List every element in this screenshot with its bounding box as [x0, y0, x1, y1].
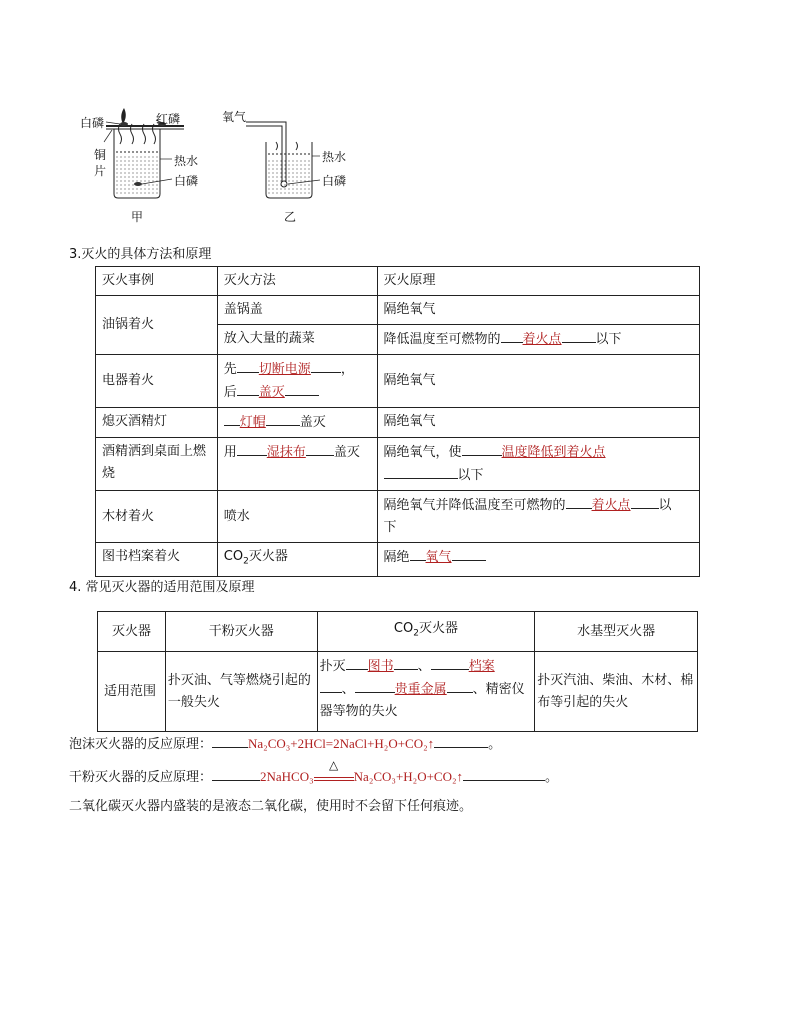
case-electric: 电器着火	[96, 355, 218, 408]
answer-books: 图书	[367, 659, 394, 674]
label-oxygen: 氧气	[222, 110, 247, 124]
label-white-phosphorus-jia: 白磷	[80, 116, 105, 130]
dry-equation-line: 干粉灭火器的反应原理： 2NaHCO₃ △ Na₂CO₃+H₂O+CO₂↑ 。	[69, 758, 559, 785]
caption-jia: 甲	[131, 210, 144, 224]
answer-ignition-point: 着火点	[522, 332, 562, 347]
case-alcohol-spill: 酒精洒到桌面上燃烧	[96, 438, 218, 491]
label-hot-water-jia: 热水	[174, 154, 199, 168]
table-extinguish-methods	[95, 266, 700, 577]
principle-lamp: 隔绝氧气	[377, 408, 699, 438]
dry-reactant: 2NaHCO₃	[260, 769, 314, 784]
answer-precious-metals: 贵重金属	[394, 682, 447, 697]
header-water-based: 水基型灭火器	[535, 612, 698, 652]
table-row	[98, 652, 698, 732]
header-dry-powder: 干粉灭火器	[165, 612, 317, 652]
heat-condition	[314, 758, 354, 781]
answer-wet-cloth: 湿抹布	[266, 445, 306, 460]
co2-note: 二氧化碳灭火器内盛装的是液态二氧化碳，使用时不会留下任何痕迹。	[69, 799, 473, 814]
case-alcohol-lamp: 熄灭酒精灯	[96, 408, 218, 438]
header-extinguisher: 灭火器	[98, 612, 166, 652]
principle-wood: 隔绝氧气并降低温度至可燃物的 着火点 以 下	[377, 491, 699, 543]
answer-lamp-cap: 灯帽	[239, 415, 266, 430]
table-extinguishers	[97, 611, 698, 732]
table-row	[96, 355, 700, 408]
label-white-phosphorus-yi: 白磷	[322, 174, 347, 188]
method-spray-water: 喷水	[217, 491, 377, 543]
scope-co2: 扑灭 图书 、 档案 、 贵重金属 、精密仪器等物的失火	[317, 652, 535, 732]
table-row	[96, 408, 700, 438]
method-add-vegetables: 放入大量的蔬菜	[217, 325, 377, 355]
principle-isolate-oxygen: 隔绝氧气	[377, 296, 699, 325]
answer-oxygen: 氧气	[425, 550, 452, 565]
answer-cut-power: 切断电源	[258, 362, 311, 377]
foam-label: 泡沫灭火器的反应原理：	[69, 737, 213, 752]
flame-icon	[121, 108, 126, 124]
table-header-row	[98, 612, 698, 652]
answer-cover-out: 盖灭	[258, 385, 285, 400]
case-books: 图书档案着火	[96, 543, 218, 577]
header-co2: $CO_2$灭火器	[317, 612, 535, 652]
principle-lower-temp: 降低温度至可燃物的 着火点 以下	[377, 325, 699, 355]
header-principle: 灭火原理	[377, 267, 699, 296]
answer-temp-below-ignition: 温度降低到着火点	[501, 445, 606, 460]
principle-books: 隔绝 氧气	[377, 543, 699, 577]
experiment-figure	[76, 104, 376, 226]
label-hot-water-yi: 热水	[322, 150, 347, 164]
foam-equation: Na₂CO₃+2HCl=2NaCl+H₂O+CO₂↑	[248, 736, 435, 751]
method-lamp-cap: 灯帽 盖灭	[217, 408, 377, 438]
table-header-row	[96, 267, 700, 296]
foam-equation-line: 泡沫灭火器的反应原理： Na₂CO₃+2HCl=2NaCl+H₂O+CO₂↑ 。	[69, 733, 501, 752]
header-case: 灭火事例	[96, 267, 218, 296]
row-label-scope: 适用范围	[98, 652, 166, 732]
header-method: 灭火方法	[217, 267, 377, 296]
table-row	[96, 543, 700, 577]
method-wet-cloth: 用 湿抹布 盖灭	[217, 438, 377, 491]
answer-archives: 档案	[468, 659, 495, 674]
method-cut-power: 先 切断电源 ， 后 盖灭	[217, 355, 377, 408]
dry-label: 干粉灭火器的反应原理：	[69, 770, 213, 785]
label-white-phosphorus-under: 白磷	[174, 174, 199, 188]
label-copper-1: 铜	[94, 148, 107, 162]
method-cover-lid: 盖锅盖	[217, 296, 377, 325]
label-copper-2: 片	[94, 164, 107, 178]
table-row	[96, 438, 700, 491]
table-row	[96, 296, 700, 325]
principle-alcohol: 隔绝氧气，使 温度降低到着火点 以下	[377, 438, 699, 491]
principle-electric: 隔绝氧气	[377, 355, 699, 408]
scope-dry-powder: 扑灭油、气等燃烧引起的一般失火	[165, 652, 317, 732]
caption-yi: 乙	[284, 210, 297, 224]
method-co2-extinguisher: $CO_2$灭火器	[217, 543, 377, 577]
section4-title: 4. 常见灭火器的适用范围及原理	[69, 580, 255, 595]
dry-products: Na₂CO₃+H₂O+CO₂↑	[353, 769, 464, 784]
case-oil-pan: 油锅着火	[96, 296, 218, 355]
answer-ignition-point-wood: 着火点	[591, 498, 631, 513]
triangle-icon: △	[329, 758, 339, 772]
label-red-phosphorus: 红磷	[156, 112, 181, 126]
section3-title: 3.灭火的具体方法和原理	[69, 247, 212, 262]
scope-water-based: 扑灭汽油、柴油、木材、棉布等引起的失火	[535, 652, 698, 732]
table-row	[96, 491, 700, 543]
case-wood: 木材着火	[96, 491, 218, 543]
